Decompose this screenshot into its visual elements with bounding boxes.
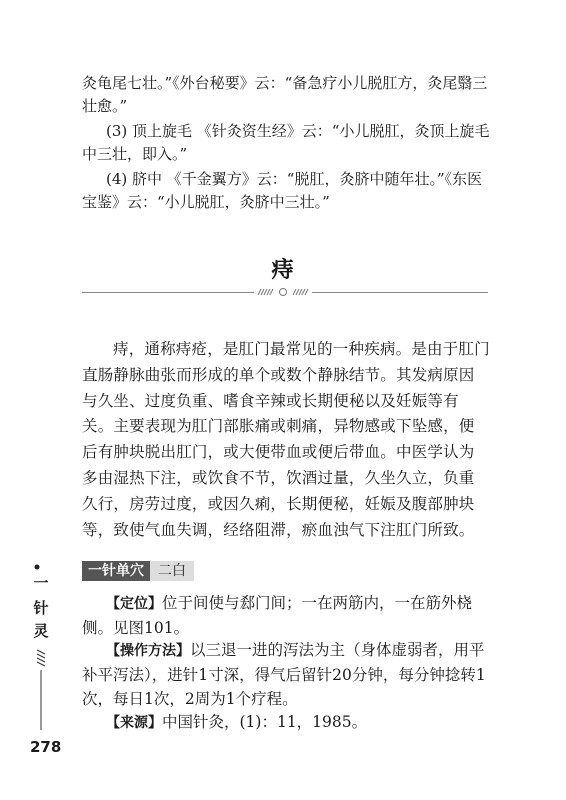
side-char: 灵 xyxy=(33,622,49,640)
section-title: 痔 xyxy=(271,258,295,283)
side-decoration xyxy=(36,648,46,734)
section-tag xyxy=(82,561,194,581)
title-ornament-icon xyxy=(256,284,310,300)
continued-paragraph xyxy=(82,72,490,118)
entry-text: 中国针灸，(1)：11，1985。 xyxy=(162,713,368,731)
side-char: 一 xyxy=(33,574,49,592)
acupoint-item-3 xyxy=(82,120,490,166)
entry-label: 【定位】 xyxy=(106,596,162,612)
entry-label: 【操作方法】 xyxy=(106,643,190,659)
intro-paragraph: 痔，通称痔疮，是肛门最常见的一种疾病。是由于肛门直肠静脉曲张而形成的单个或数个静脉结节。其发病原因与久坐、过度负重、嗜食辛辣或长期便秘以及妊娠等有关。主要表现为肛门部胀痛或刺痛，异物感或下坠感，便后有肿块脱出肛门，或大便带血或便后带血。中医学认为多由湿热下注，或饮食不节，饮酒过量，久坐久立，负重久行，房劳过度，或因久痢，长期便秘，妊娠及腹部肿块等，致使气血失调，经络阻滞，瘀血浊气下注肛门所致。 xyxy=(82,340,490,539)
text-line: 灸龟尾七壮。”《外台秘要》云：“备急疗小儿脱肛方，灸尾翳三 xyxy=(82,74,488,92)
title-rule-left xyxy=(82,292,254,293)
entry-text: 位于间使与郄门间；一在两筋内，一在筋外桡侧。见图101。 xyxy=(82,594,473,637)
text-line: 宝鉴》云：“小儿脱肛，灸脐中三壮。” xyxy=(82,193,330,211)
running-header-vertical xyxy=(33,566,49,641)
text-line: 中三壮，即入。” xyxy=(82,145,188,163)
tag-category: 一针单穴 xyxy=(82,561,150,581)
text-line: (3) 顶上旋毛 《针灸资生经》云：“小儿脱肛，灸顶上旋毛 xyxy=(106,122,490,140)
entry-source xyxy=(82,710,490,735)
side-char: 针 xyxy=(33,599,49,617)
tag-point: 二白 xyxy=(150,561,194,581)
entry-method xyxy=(82,638,490,711)
acupoint-item-4 xyxy=(82,168,490,214)
entry-label: 【来源】 xyxy=(106,715,162,731)
text-line: (4) 脐中 《千金翼方》云：“脱肛，灸脐中随年壮。”《东医 xyxy=(106,170,483,188)
page-number: 278 xyxy=(30,738,62,756)
entry-location xyxy=(82,591,490,640)
title-rule-right xyxy=(312,292,488,293)
entry-text: 以三退一进的泻法为主（身体虚弱者，用平补平泻法），进针1寸深，得气后留针20分钟，每分钟捻转1次，每日1次，2周为1个疗程。 xyxy=(82,641,486,708)
text-line: 壮愈。” xyxy=(82,97,128,115)
